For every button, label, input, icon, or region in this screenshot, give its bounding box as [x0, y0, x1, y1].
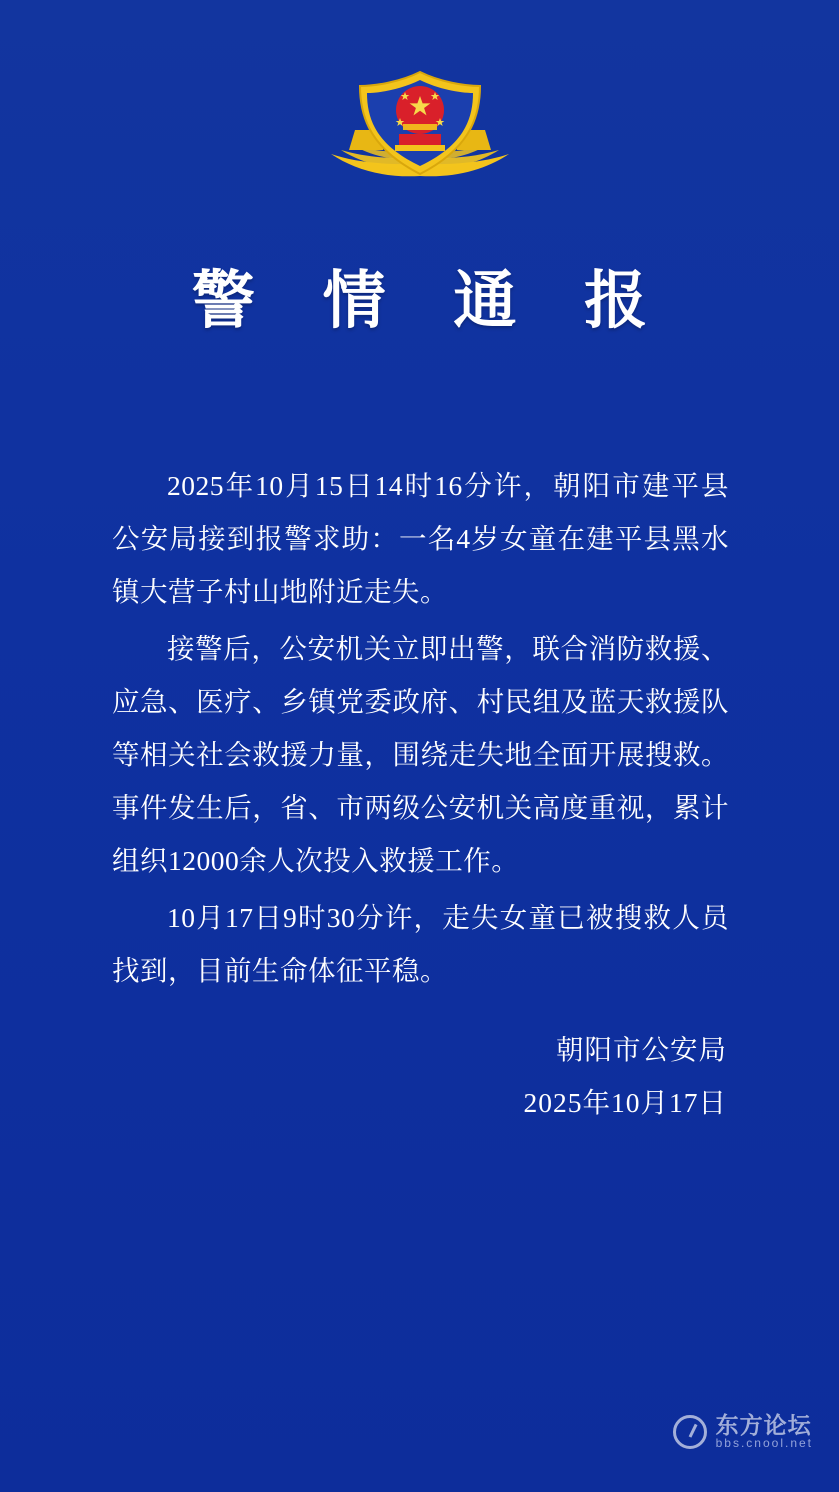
watermark	[673, 1413, 813, 1450]
notice-paragraph: 2025年10月15日14时16分许，朝阳市建平县公安局接到报警求助：一名4岁女童在建平县黑水镇大营子村山地附近走失。	[112, 470, 729, 607]
signature-issuer: 朝阳市公安局	[556, 1034, 727, 1065]
watermark-name: 东方论坛	[715, 1412, 812, 1439]
page-title: 警 情 通 报	[191, 266, 674, 336]
forum-circle-logo-icon	[673, 1415, 707, 1449]
signature-date: 2025年10月17日	[523, 1087, 727, 1118]
signature-block	[0, 1023, 727, 1129]
watermark-url: bbs.cnool.net	[715, 1436, 813, 1451]
china-police-badge-icon	[325, 58, 515, 208]
emblem-container	[0, 0, 839, 208]
watermark-text	[716, 1413, 813, 1450]
notice-body	[112, 459, 729, 997]
notice-paragraph: 接警后，公安机关立即出警，联合消防救援、应急、医疗、乡镇党委政府、村民组及蓝天救援队等相关社会救援力量，围绕走失地全面开展搜救。事件发生后，省、市两级公安机关高度重视，累计组织12000余人次投入救援工作。	[112, 633, 729, 876]
notice-paragraph: 10月17日9时30分许，走失女童已被搜救人员找到，目前生命体征平稳。	[112, 902, 729, 986]
